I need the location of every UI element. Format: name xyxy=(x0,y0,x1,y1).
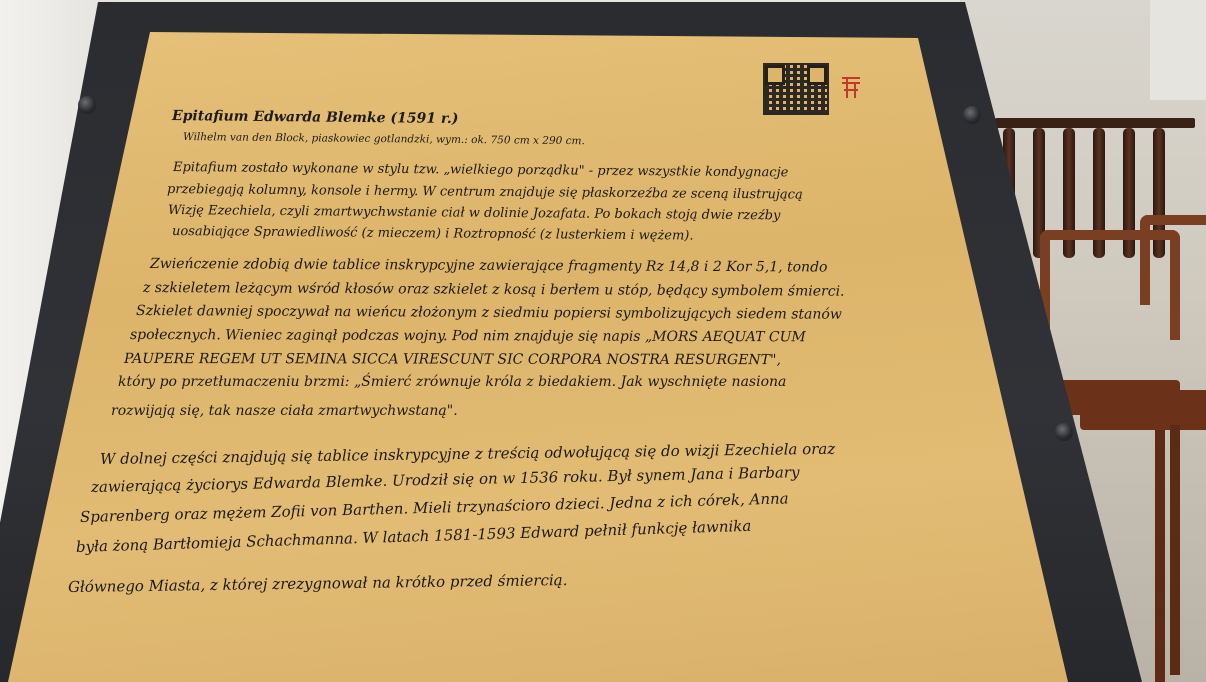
screw-icon xyxy=(78,96,96,114)
paragraph-2-line: społecznych. Wieniec zaginął podczas wojny. Pod nim znajduje się napis „MORS AEQUAT CUM xyxy=(129,327,806,346)
paragraph-3-line: Sparenberg oraz mężem Zofii von Barthen. Mieli trzynaścioro dzieci. Jedna z ich córek, Anna xyxy=(79,489,789,526)
paragraph-3-line: zawierającą życiorys Edwarda Blemke. Urodził się on w 1536 roku. Był synem Jana i Barbary xyxy=(90,463,800,496)
paragraph-2-line: Zwieńczenie zdobią dwie tablice inskrypcyjne zawierające fragmenty Rz 14,8 i 2 Kor 5,1, tondo xyxy=(149,256,828,276)
paragraph-3-line: Głównego Miasta, z której zrezygnował na krótko przed śmiercią. xyxy=(67,571,568,596)
paragraph-2-line: z szkieletem leżącym wśród kłosów oraz szkielet z kosą i berłem u stóp, będący symbolem śmierci. xyxy=(142,280,845,300)
paragraph-1-line: uosabiające Sprawiedliwość (z mieczem) i Roztropność (z lusterkiem i wężem). xyxy=(171,224,694,244)
paragraph-1-line: przebiegają kolumny, konsole i hermy. W centrum znajduje się płaskorzeźba ze sceną ilustrującą xyxy=(166,182,803,203)
screw-icon xyxy=(963,106,981,124)
plaque-subtitle: Wilhelm van den Block, piaskowiec gotlandzki, wym.: ok. 750 cm x 290 cm. xyxy=(182,131,585,148)
paragraph-1-line: Epitafium zostało wykonane w stylu tzw. „wielkiego porządku" - przez wszystkie kondygnacje xyxy=(172,160,789,181)
qr-code-icon[interactable] xyxy=(765,65,827,113)
paragraph-2-line: Szkielet dawniej spoczywał na wieńcu złożonym z siedmiu popiersi symbolizujących siedem stanów xyxy=(135,303,842,323)
screw-icon xyxy=(1055,423,1073,441)
paragraph-2-line: PAUPERE REGEM UT SEMINA SICCA VIRESCUNT SIC CORPORA NOSTRA RESURGENT", xyxy=(123,351,781,369)
paragraph-2-line: który po przetłumaczeniu brzmi: „Śmierć zrównuje króla z biedakiem. Jak wyschnięte nasiona xyxy=(118,374,787,390)
red-monogram-logo-icon xyxy=(840,74,862,100)
paragraph-2-line: rozwijają się, tak nasze ciała zmartwychwstaną". xyxy=(111,403,458,419)
paragraph-3-line: W dolnej części znajdują się tablice inskrypcyjne z treścią odwołującą się do wizji Ezechiela oraz xyxy=(99,439,836,468)
paragraph-3-line: była żoną Bartłomieja Schachmanna. W latach 1581-1593 Edward pełnił funkcję ławnika xyxy=(75,516,752,556)
paragraph-1-line: Wizję Ezechiela, czyli zmartwychwstanie ciał w dolinie Jozafata. Po bokach stoją dwie rzeźby xyxy=(167,203,781,224)
plaque-title: Epitafium Edwarda Blemke (1591 r.) xyxy=(171,108,459,127)
pillar xyxy=(1150,0,1206,100)
